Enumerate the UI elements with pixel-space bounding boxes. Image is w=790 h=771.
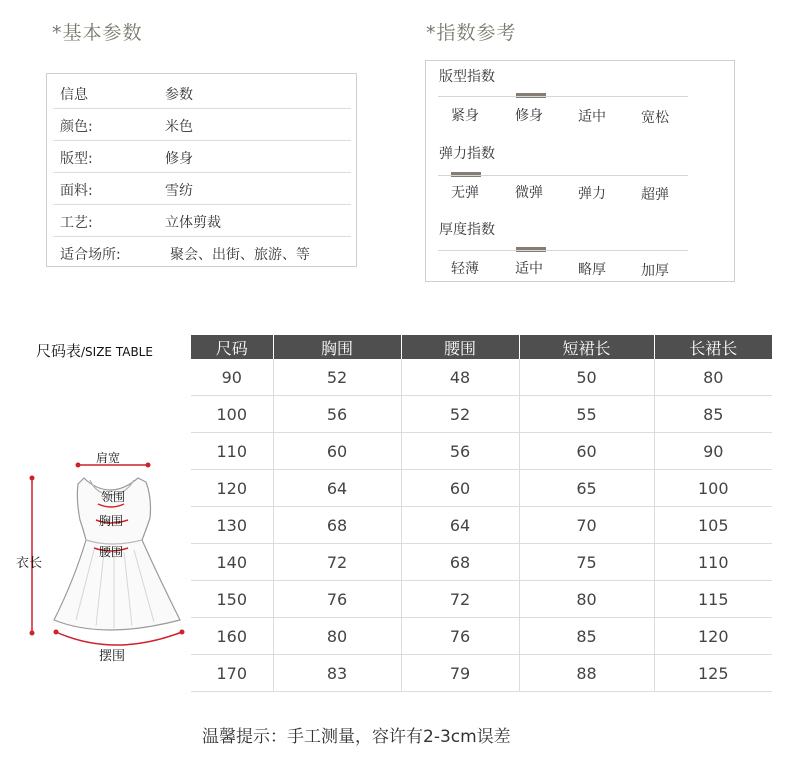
elasticity-index-title: 弹力指数 — [439, 146, 495, 162]
cell: 115 — [654, 581, 772, 618]
cell: 72 — [401, 581, 519, 618]
cell: 60 — [401, 470, 519, 507]
cell: 130 — [191, 507, 273, 544]
divider — [438, 250, 688, 251]
cell: 68 — [401, 544, 519, 581]
param-key: 颜色: — [60, 119, 93, 135]
cell: 160 — [191, 618, 273, 655]
table-row — [191, 655, 772, 692]
size-table-caption — [36, 340, 153, 361]
cell: 80 — [519, 581, 654, 618]
table-row — [191, 618, 772, 655]
fit-option: 适中 — [578, 109, 606, 125]
cell: 170 — [191, 655, 273, 692]
cell: 72 — [273, 544, 401, 581]
table-row — [191, 507, 772, 544]
param-key: 信息 — [60, 87, 88, 103]
divider — [438, 96, 688, 97]
dress-measurement-diagram — [14, 440, 194, 670]
length-label: 衣长 — [16, 556, 43, 571]
cell: 75 — [519, 544, 654, 581]
param-value: 雪纺 — [165, 183, 193, 199]
cell: 88 — [519, 655, 654, 692]
header-short-length: 短裙长 — [519, 335, 654, 359]
cell: 125 — [654, 655, 772, 692]
size-table — [191, 335, 772, 692]
param-value: 米色 — [165, 119, 193, 135]
table-row — [191, 470, 772, 507]
fit-index-title: 版型指数 — [439, 69, 495, 85]
cell: 64 — [273, 470, 401, 507]
cell: 85 — [654, 396, 772, 433]
header-chest: 胸围 — [273, 335, 401, 359]
fit-option: 宽松 — [641, 110, 669, 126]
cell: 76 — [273, 581, 401, 618]
cell: 140 — [191, 544, 273, 581]
collar-label: 领围 — [101, 490, 126, 504]
param-key: 适合场所: — [60, 247, 121, 263]
param-key: 面料: — [60, 183, 93, 199]
fit-option: 修身 — [515, 108, 543, 124]
thickness-index-title: 厚度指数 — [439, 222, 495, 238]
elasticity-option: 弹力 — [578, 186, 606, 202]
measurement-tip: 温馨提示：手工测量，容许有2-3cm误差 — [202, 727, 511, 747]
table-row — [53, 205, 351, 237]
cell: 100 — [191, 396, 273, 433]
thickness-option: 轻薄 — [451, 261, 479, 277]
cell: 50 — [519, 359, 654, 396]
size-table-header — [191, 335, 772, 359]
cell: 105 — [654, 507, 772, 544]
cell: 90 — [654, 433, 772, 470]
cell: 60 — [273, 433, 401, 470]
cell: 56 — [273, 396, 401, 433]
chest-label: 胸围 — [99, 514, 124, 528]
cell: 60 — [519, 433, 654, 470]
table-row — [191, 544, 772, 581]
elasticity-option: 微弹 — [515, 185, 543, 201]
hem-label: 摆围 — [99, 649, 126, 664]
param-value: 聚会、出街、旅游、等 — [170, 247, 310, 263]
size-table-caption-zh: 尺码表 — [36, 342, 82, 360]
cell: 52 — [273, 359, 401, 396]
cell: 150 — [191, 581, 273, 618]
cell: 100 — [654, 470, 772, 507]
index-reference-box — [425, 60, 735, 282]
param-value: 修身 — [165, 151, 193, 167]
table-row — [53, 77, 351, 109]
table-row — [191, 581, 772, 618]
table-row — [53, 173, 351, 205]
param-key: 版型: — [60, 151, 93, 167]
table-row — [53, 237, 351, 268]
header-long-length: 长裙长 — [654, 335, 772, 359]
cell: 48 — [401, 359, 519, 396]
cell: 110 — [654, 544, 772, 581]
cell: 85 — [519, 618, 654, 655]
cell: 52 — [401, 396, 519, 433]
cell: 76 — [401, 618, 519, 655]
table-row — [191, 359, 772, 396]
elasticity-option: 无弹 — [451, 185, 479, 201]
header-size: 尺码 — [191, 335, 273, 359]
waist-label: 腰围 — [99, 545, 124, 559]
index-reference-title: *指数参考 — [426, 22, 517, 44]
elasticity-option: 超弹 — [641, 187, 669, 203]
cell: 110 — [191, 433, 273, 470]
basic-params-table — [46, 73, 357, 267]
fit-option: 紧身 — [451, 108, 479, 124]
cell: 65 — [519, 470, 654, 507]
thickness-option: 适中 — [515, 261, 543, 277]
cell: 90 — [191, 359, 273, 396]
table-row — [191, 396, 772, 433]
param-value: 立体剪裁 — [165, 215, 221, 231]
cell: 70 — [519, 507, 654, 544]
cell: 56 — [401, 433, 519, 470]
param-value: 参数 — [165, 87, 193, 103]
cell: 80 — [654, 359, 772, 396]
size-table-caption-en: /SIZE TABLE — [81, 345, 153, 359]
cell: 83 — [273, 655, 401, 692]
thickness-option: 加厚 — [641, 263, 669, 279]
cell: 120 — [191, 470, 273, 507]
cell: 64 — [401, 507, 519, 544]
cell: 80 — [273, 618, 401, 655]
basic-params-title: *基本参数 — [52, 22, 143, 44]
cell: 79 — [401, 655, 519, 692]
param-key: 工艺: — [60, 215, 93, 231]
divider — [438, 175, 688, 176]
shoulder-label: 肩宽 — [96, 451, 121, 465]
table-row — [53, 141, 351, 173]
cell: 120 — [654, 618, 772, 655]
table-row — [191, 433, 772, 470]
header-waist: 腰围 — [401, 335, 519, 359]
table-row — [53, 109, 351, 141]
thickness-option: 略厚 — [578, 262, 606, 278]
cell: 68 — [273, 507, 401, 544]
cell: 55 — [519, 396, 654, 433]
